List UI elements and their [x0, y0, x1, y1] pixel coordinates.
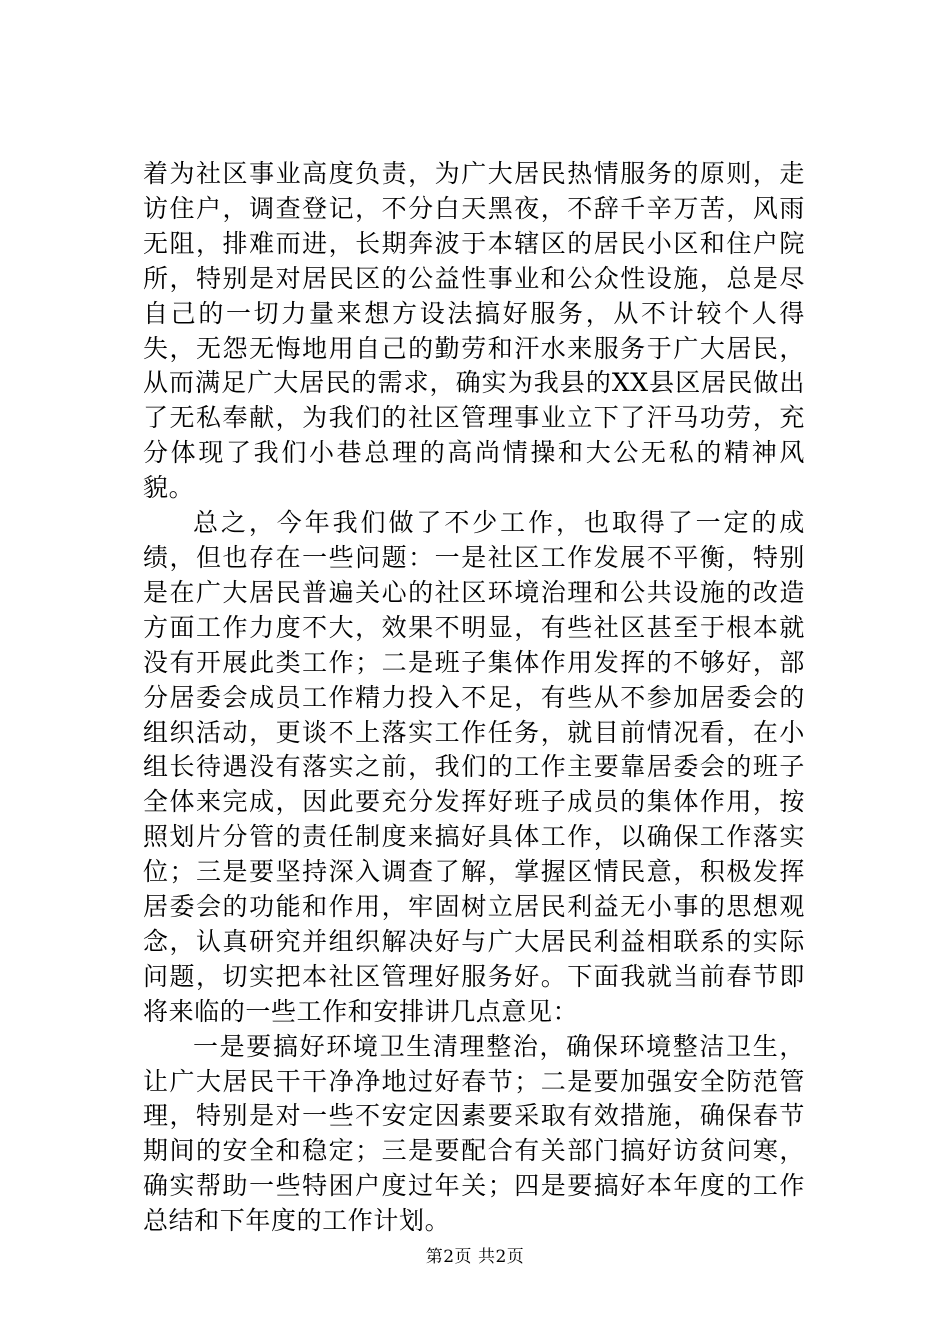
paragraph-summary: 总之，今年我们做了不少工作，也取得了一定的成绩，但也存在一些问题：一是社区工作发展不平衡，特别是在广大居民普遍关心的社区环境治理和公共设施的改造方面工作力度不大，效果不明显，有些社区甚至于根本就没有开展此类工作；二是班子集体作用发挥的不够好，部分居委会成员工作精力投入不足，有些从不参加居委会的组织活动，更谈不上落实工作任务，就目前情况看，在小组长待遇没有落实之前，我们的工作主要靠居委会的班子全体来完成，因此要充分发挥好班子成员的集体作用，按照划片分管的责任制度来搞好具体工作，以确保工作落实位；三是要坚持深入调查了解，掌握区情民意，积极发挥居委会的功能和作用，牢固树立居民利益无小事的思想观念，认真研究并组织解决好与广大居民利益相联系的实际问题，切实把本社区管理好服务好。下面我就当前春节即将来临的一些工作和安排讲几点意见： [143, 508, 805, 1026]
paragraph-continued: 着为社区事业高度负责，为广大居民热情服务的原则，走访住户，调查登记，不分白天黑夜，不辞千辛万苦，风雨无阻，排难而进，长期奔波于本辖区的居民小区和住户院所，特别是对居民区的公益性事业和公众性设施，总是尽自己的一切力量来想方设法搞好服务，从不计较个人得失，无怨无悔地用自己的勤劳和汗水来服务于广大居民，从而满足广大居民的需求，确实为我县的XX县区居民做出了无私奉献，为我们的社区管理事业立下了汗马功劳，充分体现了我们小巷总理的高尚情操和大公无私的精神风貌。 [143, 159, 805, 503]
paragraph-spring-festival-tasks: 一是要搞好环境卫生清理整治，确保环境整洁卫生，让广大居民干干净净地过好春节；二是要加强安全防范管理，特别是对一些不安定因素要采取有效措施，确保春节期间的安全和稳定；三是要配合有关部门搞好访贫问寒，确实帮助一些特困户度过年关；四是要搞好本年度的工作总结和下年度的工作计划。 [143, 1031, 805, 1236]
document-body [143, 157, 805, 1239]
page-number-footer: 第2页 共2页 [425, 1247, 525, 1267]
